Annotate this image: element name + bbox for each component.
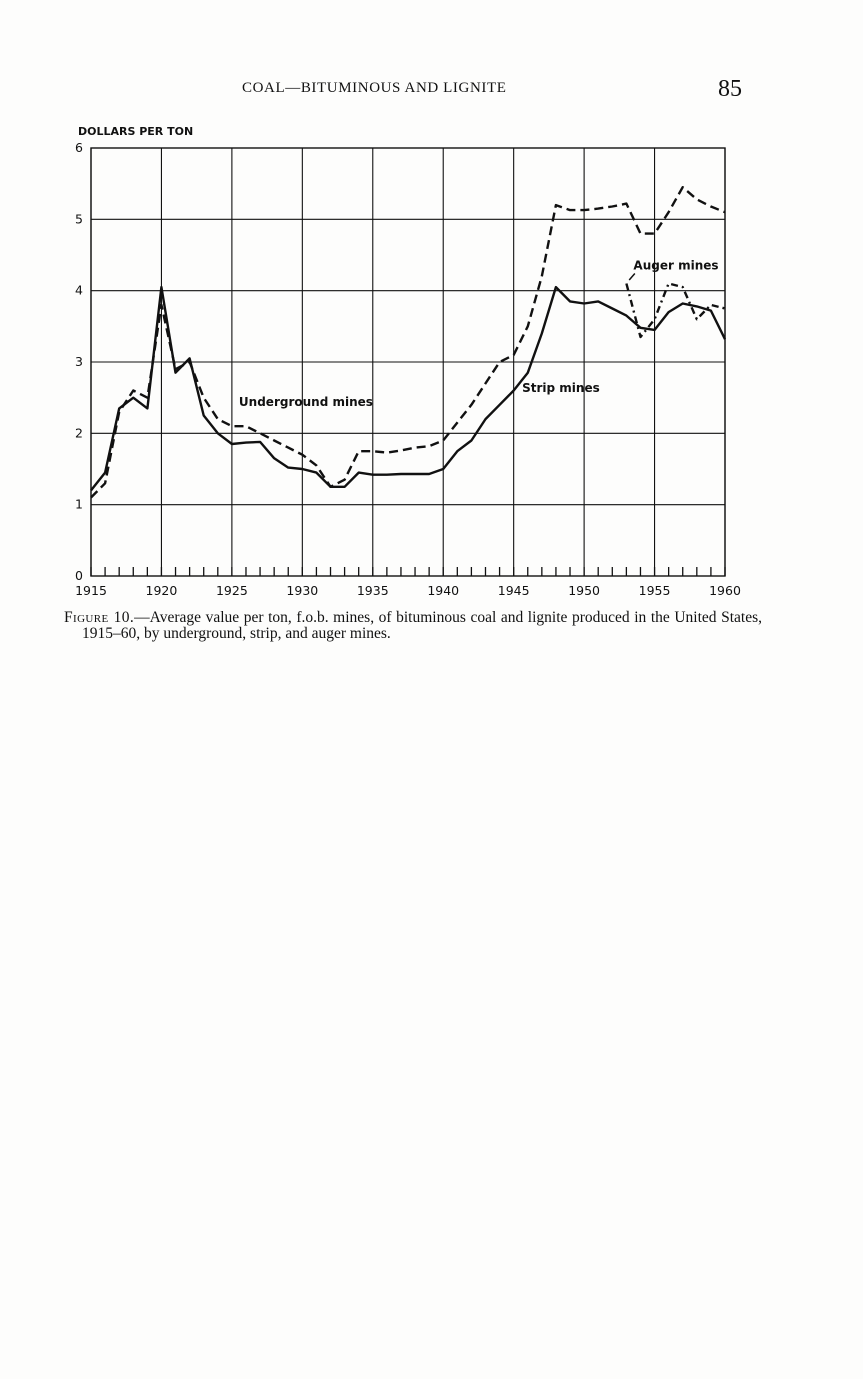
x-tick-label: 1950 [568,583,601,598]
series-line-strip-mines [91,287,725,490]
x-tick-label: 1920 [145,583,178,598]
line-chart [0,0,863,605]
series-annotation: Strip mines [522,380,600,395]
page-number: 85 [718,76,742,102]
x-tick-label: 1940 [427,583,460,598]
y-tick-label: 1 [75,496,83,512]
x-tick-label: 1960 [709,583,741,598]
series-line-underground-mines [91,187,725,497]
series-annotation: Auger mines [633,258,719,273]
x-tick-label: 1925 [215,583,248,598]
caption-text: —Average value per ton, f.o.b. mines, of bituminous coal and lignite produced in the United States, 1915–60, by underground, strip, and auger mines. [82,609,762,642]
y-tick-label: 4 [75,282,83,298]
y-tick-label: 6 [75,140,83,155]
y-tick-label: 0 [75,568,83,583]
x-tick-label: 1935 [356,583,389,598]
series-annotation: Underground mines [238,395,373,410]
figure-caption [64,610,762,642]
x-tick-label: 1930 [286,583,319,598]
running-title: COAL—BITUMINOUS AND LIGNITE [242,80,507,96]
caption-label: Figure 10. [64,609,135,626]
y-tick-label: 2 [75,425,83,441]
annotation-leader [629,274,635,280]
y-axis-label: DOLLARS PER TON [78,125,194,138]
x-tick-label: 1955 [638,583,671,598]
x-tick-label: 1915 [75,583,107,598]
x-tick-label: 1945 [497,583,530,598]
y-tick-label: 5 [75,211,83,227]
y-tick-label: 3 [75,354,83,369]
